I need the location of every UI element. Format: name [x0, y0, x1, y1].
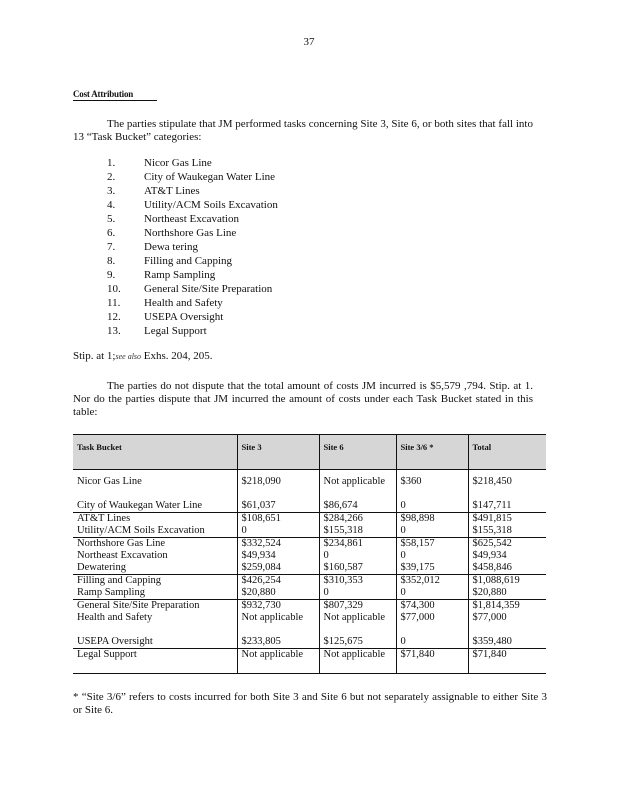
table-cell: Not applicable [319, 470, 396, 501]
list-item-number: 5. [107, 213, 116, 225]
header-task-bucket: Task Bucket [73, 435, 237, 470]
intro-text: The parties stipulate that JM performed tasks concerning Site 3, Site 6, or both sites that fall into 13 “Task Bucket” categories: [73, 118, 533, 143]
list-item [107, 184, 278, 198]
table-cell: General Site/Site Preparation [77, 600, 200, 611]
list-item-label: AT&T Lines [144, 185, 200, 197]
citation-exhibits: Exhs. 204, 205. [143, 350, 213, 362]
table-cell: Utility/ACM Soils Excavation [73, 525, 237, 538]
task-bucket-list [107, 156, 278, 338]
table-row [73, 562, 546, 575]
table-cell: $160,587 [319, 562, 396, 575]
table-cell: 0 [396, 500, 468, 513]
list-item-label: City of Waukegan Water Line [144, 171, 276, 183]
table-cell: Not applicable [237, 649, 319, 674]
list-item-label: Health and Safety [144, 297, 223, 309]
table-cell: $218,090 [237, 470, 319, 501]
list-item-number: 9. [107, 269, 116, 281]
list-item [107, 282, 278, 296]
cost-table [73, 434, 546, 674]
list-item-number: 4. [107, 199, 116, 211]
list-item-label: Filling and Capping [144, 255, 232, 267]
list-item-label: Ramp Sampling [144, 269, 216, 281]
list-item-label: General Site/Site Preparation [144, 283, 273, 295]
list-item-label: Northshore Gas Line [144, 227, 237, 239]
table-cell: 0 [319, 550, 396, 562]
table-cell: $155,318 [319, 525, 396, 538]
table-row [73, 550, 546, 562]
table-cell: $86,674 [319, 500, 396, 513]
table-cell: $98,898 [396, 513, 468, 526]
list-item-label: Nicor Gas Line [144, 157, 212, 169]
table-cell: $49,934 [237, 550, 319, 562]
table-cell: $352,012 [396, 575, 468, 588]
list-item-label: Utility/ACM Soils Excavation [144, 199, 278, 211]
dispute-text: The parties do not dispute that the total amount of costs JM incurred is $5,579 ,794. Stip. at 1. Nor do the parties dispute that JM incurred the amount of costs under each Task Bucket stated in this table: [73, 380, 533, 418]
table-cell: $71,840 [468, 649, 546, 674]
list-item [107, 170, 278, 184]
list-item-number: 1. [107, 157, 116, 169]
table-row [73, 636, 546, 649]
table-cell: 0 [396, 636, 468, 649]
table-row [73, 587, 546, 600]
table-cell: $155,318 [468, 525, 546, 538]
table-cell: $233,805 [237, 636, 319, 649]
table-cell: AT&T Lines [77, 513, 131, 524]
header-total: Total [468, 435, 546, 470]
table-cell: Legal Support [73, 649, 237, 674]
table-cell: $932,730 [237, 600, 319, 613]
table-cell: $58,157 [396, 538, 468, 551]
list-item-number: 7. [107, 241, 116, 253]
table-cell: $807,329 [319, 600, 396, 613]
list-item [107, 226, 278, 240]
intro-paragraph [73, 118, 533, 144]
header-site-3: Site 3 [237, 435, 319, 470]
list-item-number: 3. [107, 185, 116, 197]
table-cell: $39,175 [396, 562, 468, 575]
table-row [73, 470, 546, 501]
table-cell: $359,480 [468, 636, 546, 649]
table-cell: $426,254 [237, 575, 319, 588]
list-item [107, 156, 278, 170]
table-cell: $49,934 [468, 550, 546, 562]
table-header-row [73, 435, 546, 470]
table-cell: $1,088,619 [468, 575, 546, 588]
list-item [107, 212, 278, 226]
table-cell: Dewatering [73, 562, 237, 575]
table-cell: $125,675 [319, 636, 396, 649]
table-cell: $458,846 [468, 562, 546, 575]
list-item-label: USEPA Oversight [144, 311, 224, 323]
table-cell: Northshore Gas Line [77, 538, 166, 549]
table-cell: Health and Safety [77, 612, 153, 623]
list-item [107, 198, 278, 212]
table-cell: Northeast Excavation [77, 550, 168, 561]
table-cell: $74,300 [396, 600, 468, 613]
table-cell: 0 [396, 525, 468, 538]
list-item [107, 240, 278, 254]
page-number: 37 [303, 36, 315, 48]
table-row [73, 538, 546, 551]
table-cell: $625,542 [468, 538, 546, 551]
list-item-number: 10. [107, 283, 121, 295]
table-row [73, 649, 546, 674]
section-heading: Cost Attribution [73, 89, 157, 101]
list-item-number: 2. [107, 171, 116, 183]
table-cell: Not applicable [319, 649, 396, 674]
table-cell: $491,815 [468, 513, 546, 526]
list-item-number: 8. [107, 255, 116, 267]
table-cell: $218,450 [468, 470, 546, 501]
table-row [73, 513, 546, 526]
header-site-6: Site 6 [319, 435, 396, 470]
table-cell: Ramp Sampling [73, 587, 237, 600]
table-cell: 0 [237, 525, 319, 538]
list-item-number: 13. [107, 325, 121, 337]
table-cell: City of Waukegan Water Line [73, 500, 237, 513]
table-cell: $77,000 [468, 612, 546, 636]
table-cell: $20,880 [468, 587, 546, 600]
table-row [73, 600, 546, 613]
table-cell: $234,861 [319, 538, 396, 551]
list-item-label: Legal Support [144, 325, 207, 337]
citation-prefix: Stip. at 1; [73, 350, 116, 362]
table-cell: Nicor Gas Line [77, 476, 142, 487]
table-cell: $310,353 [319, 575, 396, 588]
table-cell: 0 [319, 587, 396, 600]
list-item [107, 310, 278, 324]
table-cell: Not applicable [237, 612, 319, 636]
list-item-number: 12. [107, 311, 121, 323]
table-cell: $332,524 [237, 538, 319, 551]
list-item-label: Northeast Excavation [144, 213, 239, 225]
dispute-paragraph [73, 380, 533, 419]
table-cell: USEPA Oversight [73, 636, 237, 649]
header-site-3-6: Site 3/6 * [396, 435, 468, 470]
list-item-label: Dewa tering [144, 241, 199, 253]
table-cell: $77,000 [396, 612, 468, 636]
table-cell: $147,711 [468, 500, 546, 513]
citation-see-also: see also [115, 352, 142, 361]
table-cell: $71,840 [396, 649, 468, 674]
list-item [107, 268, 278, 282]
table-row [73, 612, 546, 636]
table-footnote: * “Site 3/6” refers to costs incurred for both Site 3 and Site 6 but not separately assignable to either Site 3 or Site 6. [73, 691, 547, 716]
stipulation-citation [73, 350, 533, 363]
table-cell: $259,084 [237, 562, 319, 575]
list-item [107, 324, 278, 338]
table-cell: Filling and Capping [77, 575, 161, 586]
table-cell: $360 [396, 470, 468, 501]
table-row [73, 500, 546, 513]
list-item [107, 296, 278, 310]
list-item [107, 254, 278, 268]
table-cell: $20,880 [237, 587, 319, 600]
list-item-number: 11. [107, 297, 121, 309]
table-cell: $1,814,359 [468, 600, 546, 613]
table-cell: Not applicable [319, 612, 396, 636]
table-cell: $61,037 [237, 500, 319, 513]
table-cell: $284,266 [319, 513, 396, 526]
table-cell: 0 [396, 587, 468, 600]
table-row [73, 525, 546, 538]
list-item-number: 6. [107, 227, 116, 239]
table-cell: $108,651 [237, 513, 319, 526]
table-row [73, 575, 546, 588]
table-cell: 0 [396, 550, 468, 562]
